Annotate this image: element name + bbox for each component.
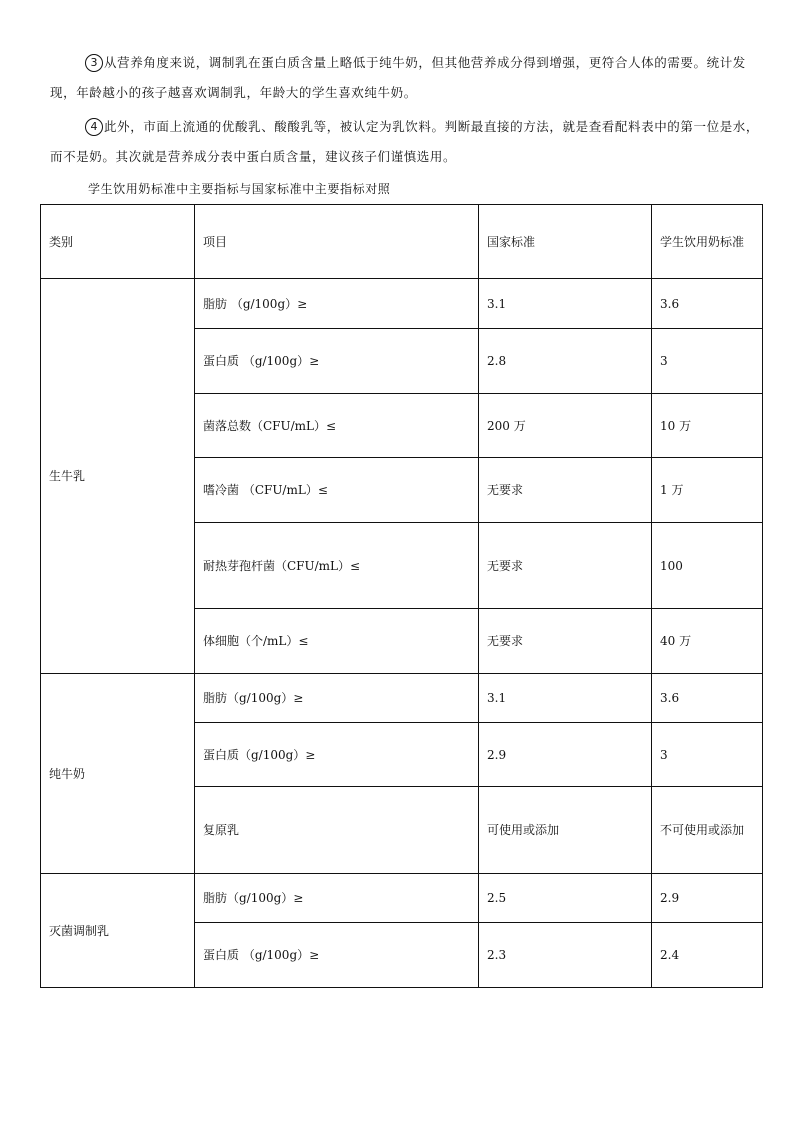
circled-number-3: 3 (85, 54, 103, 72)
item-cell: 蛋白质 （g/100g）≥ (195, 923, 479, 988)
header-student-standard: 学生饮用奶标准 (652, 205, 763, 279)
paragraph-4 (50, 112, 762, 172)
category-cell: 灭菌调制乳 (41, 874, 195, 988)
paragraph-3 (50, 48, 762, 108)
student-cell: 2.9 (652, 874, 763, 923)
national-cell: 无要求 (479, 458, 652, 523)
item-cell: 脂肪（g/100g）≥ (195, 674, 479, 723)
item-cell: 蛋白质（g/100g）≥ (195, 723, 479, 787)
national-cell: 可使用或添加 (479, 787, 652, 874)
item-cell: 脂肪（g/100g）≥ (195, 874, 479, 923)
table-row (41, 674, 763, 723)
table-row (41, 874, 763, 923)
student-cell: 3.6 (652, 279, 763, 329)
national-cell: 3.1 (479, 674, 652, 723)
student-cell: 2.4 (652, 923, 763, 988)
national-cell: 2.8 (479, 329, 652, 394)
table-caption: 学生饮用奶标准中主要指标与国家标准中主要指标对照 (88, 182, 391, 196)
header-category: 类别 (41, 205, 195, 279)
circled-number-4: 4 (85, 118, 103, 136)
category-cell: 生牛乳 (41, 279, 195, 674)
item-cell: 脂肪 （g/100g）≥ (195, 279, 479, 329)
student-cell: 10 万 (652, 394, 763, 458)
student-cell: 不可使用或添加 (652, 787, 763, 874)
national-cell: 无要求 (479, 609, 652, 674)
student-cell: 1 万 (652, 458, 763, 523)
item-cell: 复原乳 (195, 787, 479, 874)
national-cell: 2.5 (479, 874, 652, 923)
paragraph-3-text: 从营养角度来说，调制乳在蛋白质含量上略低于纯牛奶，但其他营养成分得到增强，更符合人体的需要。统计发现，年龄越小的孩子越喜欢调制乳，年龄大的学生喜欢纯牛奶。 (50, 55, 746, 100)
standards-comparison-table (40, 204, 763, 988)
item-cell: 嗜冷菌 （CFU/mL）≤ (195, 458, 479, 523)
student-cell: 40 万 (652, 609, 763, 674)
table-row (41, 279, 763, 329)
item-cell: 耐热芽孢杆菌（CFU/mL）≤ (195, 523, 479, 609)
student-cell: 3.6 (652, 674, 763, 723)
national-cell: 2.3 (479, 923, 652, 988)
item-cell: 菌落总数（CFU/mL）≤ (195, 394, 479, 458)
header-item: 项目 (195, 205, 479, 279)
student-cell: 3 (652, 723, 763, 787)
student-cell: 100 (652, 523, 763, 609)
table-header-row (41, 205, 763, 279)
header-national-standard: 国家标准 (479, 205, 652, 279)
paragraph-4-text: 此外，市面上流通的优酸乳、酸酸乳等，被认定为乳饮料。判断最直接的方法，就是查看配料表中的第一位是水，而不是奶。其次就是营养成分表中蛋白质含量，建议孩子们谨慎选用。 (50, 119, 760, 164)
national-cell: 无要求 (479, 523, 652, 609)
category-cell: 纯牛奶 (41, 674, 195, 874)
student-cell: 3 (652, 329, 763, 394)
national-cell: 2.9 (479, 723, 652, 787)
item-cell: 蛋白质 （g/100g）≥ (195, 329, 479, 394)
national-cell: 3.1 (479, 279, 652, 329)
national-cell: 200 万 (479, 394, 652, 458)
item-cell: 体细胞（个/mL）≤ (195, 609, 479, 674)
